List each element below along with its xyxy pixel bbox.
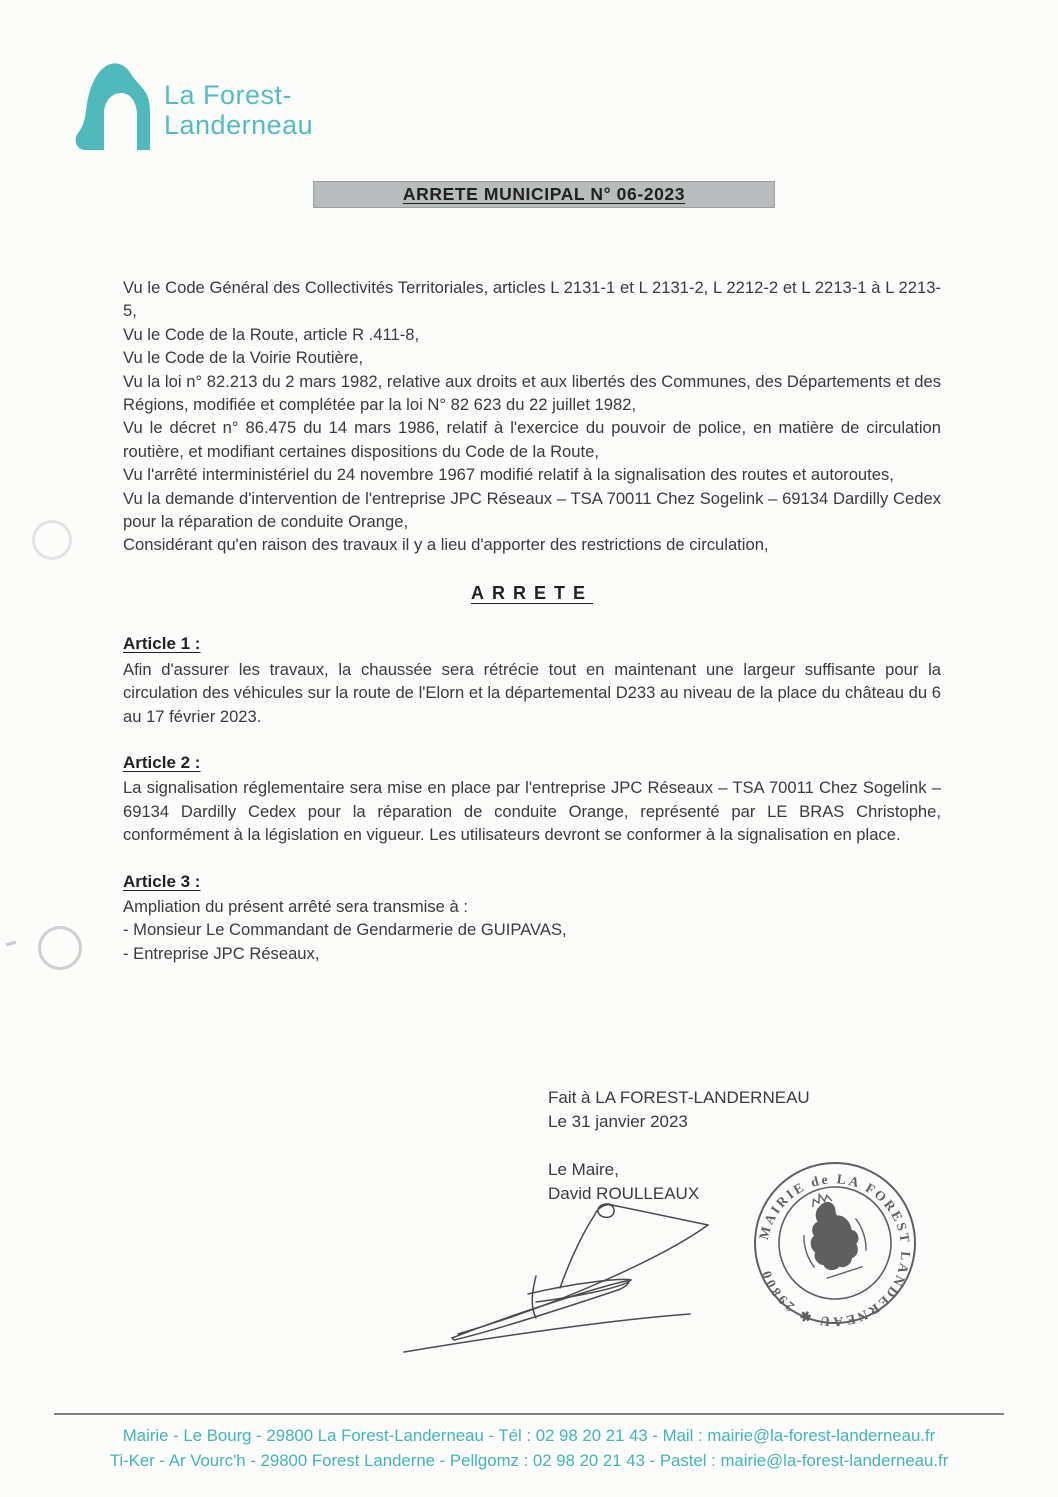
spacer xyxy=(548,1134,810,1158)
document-title: ARRETE MUNICIPAL N° 06-2023 xyxy=(402,184,686,204)
signature-name: David ROULLEAUX xyxy=(548,1184,700,1203)
commune-logo xyxy=(74,62,313,152)
recital: Vu le décret n° 86.475 du 14 mars 1986, relatif à l'exercice du pouvoir de police, en matière de circulation routière, et modifiant certaines dispositions du Code de la Route, xyxy=(123,418,941,461)
article-2-heading: Article 2 : xyxy=(123,752,201,772)
article-1-heading: Article 1 : xyxy=(123,634,201,654)
document-body xyxy=(123,276,941,965)
article-3-item: - Entreprise JPC Réseaux, xyxy=(123,943,320,963)
arch-logo-icon xyxy=(74,62,154,152)
footer xyxy=(0,1413,1058,1473)
commune-name xyxy=(164,80,313,140)
recital: Considérant qu'en raison des travaux il y a lieu d'apporter des restrictions de circulation, xyxy=(123,535,769,555)
article-2 xyxy=(123,751,941,847)
commune-name-line2: Landerneau xyxy=(164,110,314,140)
recital: Vu le Code de la Voirie Routière, xyxy=(123,348,364,368)
municipal-stamp xyxy=(748,1156,923,1331)
punch-hole-artifact xyxy=(38,926,82,970)
footer-line-french: Mairie - Le Bourg - 29800 La Forest-Landerneau - Tél : 02 98 20 21 43 - Mail : mairie@la-forest-landerneau.fr xyxy=(122,1426,936,1445)
punch-hole-artifact xyxy=(32,520,72,560)
recital: Vu l'arrêté interministériel du 24 novembre 1967 modifié relatif à la signalisation des routes et autoroutes, xyxy=(123,465,894,485)
article-1 xyxy=(123,632,941,728)
article-3-item: - Monsieur Le Commandant de Gendarmerie de GUIPAVAS, xyxy=(123,920,567,940)
signature-role: Le Maire, xyxy=(548,1160,619,1179)
recital: Vu le Code de la Route, article R .411-8, xyxy=(123,324,420,344)
signature-date: Le 31 janvier 2023 xyxy=(548,1112,688,1131)
recital: Vu le Code Général des Collectivités Territoriales, articles L 2131-1 et L 2131-2, L 2212-2 et L 2213-1 à L 2213-5, xyxy=(123,278,941,321)
scan-mark-artifact xyxy=(6,941,16,946)
article-2-body: La signalisation réglementaire sera mise en place par l'entreprise JPC Réseaux – TSA 70011 Chez Sogelink – 69134 Dardilly Cedex pour la réparation de conduite Orange, représenté par LE BRAS Christophe, conformément à la législation en vigueur. Les utilisateurs devront se conformer à la signalisation en place. xyxy=(123,778,941,845)
article-3-heading: Article 3 : xyxy=(123,871,201,891)
commune-name-line1: La Forest- xyxy=(164,80,293,110)
recital: Vu la loi n° 82.213 du 2 mars 1982, relative aux droits et aux libertés des Communes, des Départements et des Régions, modifiée et complétée par la loi N° 82 623 du 22 juillet 1982, xyxy=(123,371,941,415)
stamp-text: MAIRIE de LA FOREST LANDERNEAU ✱ 29800 xyxy=(755,1171,914,1330)
document-title-bar xyxy=(313,181,775,208)
article-1-body: Afin d'assurer les travaux, la chaussée sera rétrécie tout en maintenant une largeur suffisante pour la circulation des véhicules sur la route de l'Elorn et la départemental D233 au niveau de la place du château du 6 au 17 février 2023. xyxy=(123,659,941,726)
footer-line-breton: Ti-Ker - Ar Vourc'h - 29800 Forest Landerne - Pellgomz : 02 98 20 21 43 - Pastel : mairie@la-forest-landerneau.fr xyxy=(109,1451,949,1470)
article-3 xyxy=(123,870,941,966)
signature-place: Fait à LA FOREST-LANDERNEAU xyxy=(548,1088,810,1107)
footer-divider xyxy=(54,1413,1004,1415)
stamp-crest xyxy=(791,1185,873,1282)
article-3-body: Ampliation du présent arrêté sera transmise à : xyxy=(123,896,468,916)
recital: Vu la demande d'intervention de l'entreprise JPC Réseaux – TSA 70011 Chez Sogelink – 69134 Dardilly Cedex pour la réparation de conduite Orange, xyxy=(123,488,941,532)
decree-heading: ARRETE xyxy=(470,582,593,603)
